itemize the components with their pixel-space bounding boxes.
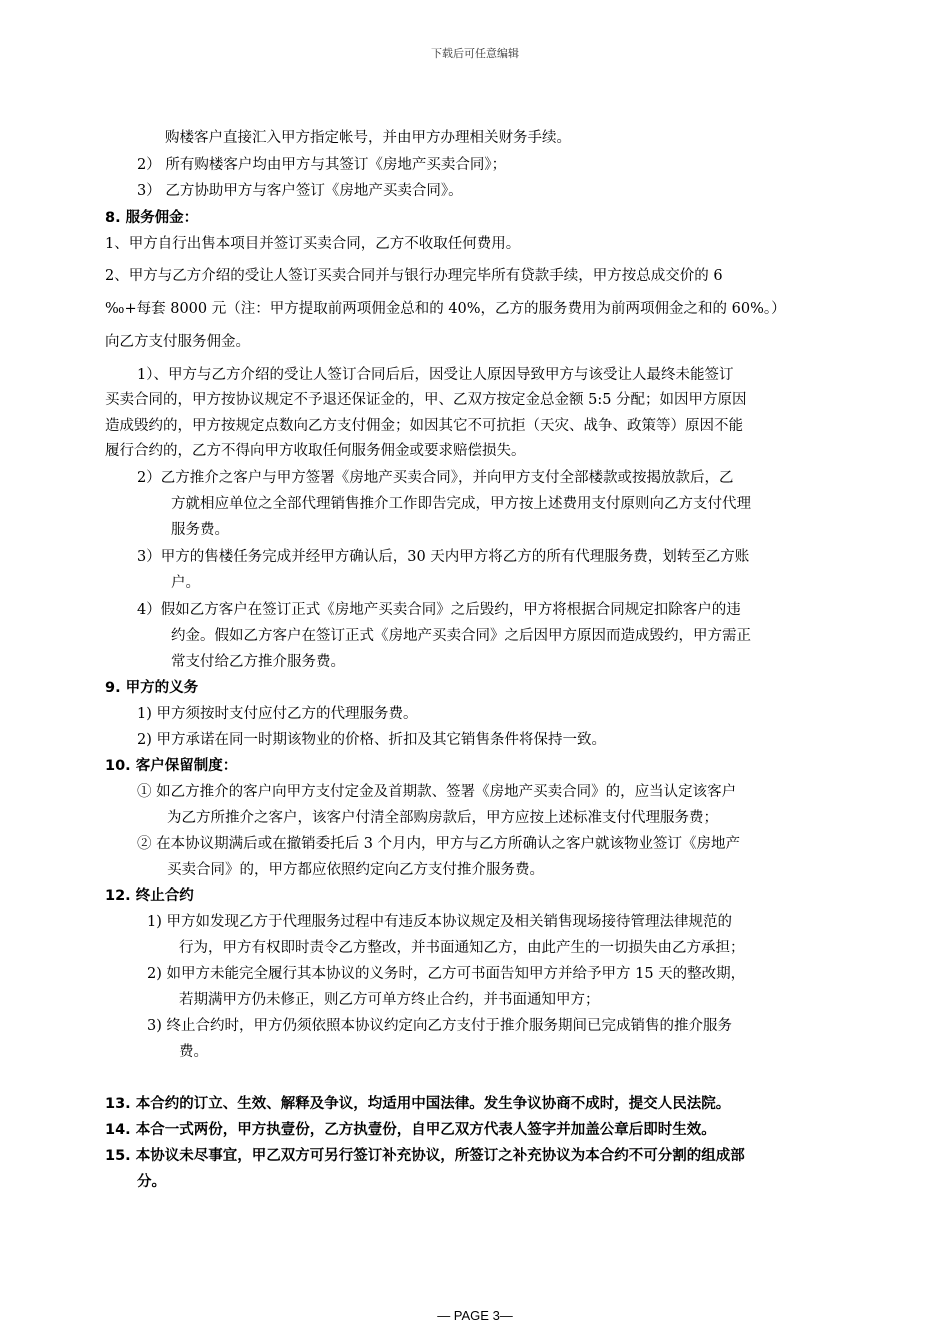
paragraph-line: 买卖合同的，甲方按协议规定不予退还保证金的，甲、乙双方按定金总金额 5:5 分配；如因甲方原因 [105, 392, 747, 408]
paragraph-line: 1) 甲方如发现乙方于代理服务过程中有违反本协议规定及相关销售现场接待管理法律规范的 [147, 914, 732, 930]
paragraph-line: 3）甲方的售楼任务完成并经甲方确认后，30 天内甲方将乙方的所有代理服务费，划转至乙方账 [137, 549, 750, 565]
paragraph-line: 若期满甲方仍未修正，则乙方可单方终止合约，并书面通知甲方； [179, 992, 600, 1008]
paragraph-line: 1、甲方自行出售本项目并签订买卖合同，乙方不收取任何费用。 [105, 236, 521, 252]
paragraph-line: 2、甲方与乙方介绍的受让人签订买卖合同并与银行办理完毕所有贷款手续，甲方按总成交价的 6 [105, 268, 723, 284]
paragraph-line: ② 在本协议期满后或在撤销委托后 3 个月内，甲方与乙方所确认之客户就该物业签订《房地产 [137, 836, 741, 852]
section-heading: 13. 本合约的订立、生效、解释及争议，均适用中国法律。发生争议协商不成时，提交人民法院。 [105, 1096, 731, 1112]
paragraph-line: 2） 所有购楼客户均由甲方与其签订《房地产买卖合同》； [137, 157, 507, 173]
section-heading: 10. 客户保留制度： [105, 758, 238, 774]
paragraph-line: ‰+每套 8000 元（注：甲方提取前两项佣金总和的 40%，乙方的服务费用为前两项佣金之和的 60%。） [105, 301, 786, 317]
paragraph-line: 户。 [171, 575, 200, 591]
section-heading: 分。 [137, 1174, 166, 1190]
paragraph-line: 造成毁约的，甲方按规定点数向乙方支付佣金；如因其它不可抗拒（天灾、战争、政策等）原因不能 [105, 418, 743, 434]
paragraph-line: 为乙方所推介之客户，该客户付清全部购房款后，甲方应按上述标准支付代理服务费； [167, 810, 718, 826]
section-heading: 9. 甲方的义务 [105, 680, 199, 696]
paragraph-line: 3） 乙方协助甲方与客户签订《房地产买卖合同》。 [137, 183, 463, 199]
paragraph-line: 1) 甲方须按时支付应付乙方的代理服务费。 [137, 706, 418, 722]
paragraph-line: 2) 如甲方未能完全履行其本协议的义务时，乙方可书面告知甲方并给予甲方 15 天的整改期， [147, 966, 746, 982]
paragraph-line: ① 如乙方推介的客户向甲方支付定金及首期款、签署《房地产买卖合同》的，应当认定该客户 [137, 784, 737, 800]
paragraph-line: 履行合约的，乙方不得向甲方收取任何服务佣金或要求赔偿损失。 [105, 443, 526, 459]
paragraph-line: 购楼客户直接汇入甲方指定帐号，并由甲方办理相关财务手续。 [165, 130, 571, 146]
paragraph-line: 服务费。 [171, 522, 229, 538]
section-heading: 12. 终止合约 [105, 888, 194, 904]
section-heading: 15. 本协议未尽事宜，甲乙双方可另行签订补充协议，所签订之补充协议为本合约不可分割的组成部 [105, 1148, 745, 1164]
paragraph-line: 费。 [179, 1044, 208, 1060]
paragraph-line: 约金。假如乙方客户在签订正式《房地产买卖合同》之后因甲方原因而造成毁约，甲方需正 [171, 628, 751, 644]
paragraph-line: 4）假如乙方客户在签订正式《房地产买卖合同》之后毁约，甲方将根据合同规定扣除客户的违 [137, 602, 741, 618]
paragraph-line: 行为，甲方有权即时责令乙方整改，并书面通知乙方，由此产生的一切损失由乙方承担； [179, 940, 745, 956]
paragraph-line: 向乙方支付服务佣金。 [105, 334, 250, 350]
section-heading: 14. 本合一式两份，甲方执壹份，乙方执壹份，自甲乙双方代表人签字并加盖公章后即时生效。 [105, 1122, 716, 1138]
paragraph-line: 2) 甲方承诺在同一时期该物业的价格、折扣及其它销售条件将保持一致。 [137, 732, 606, 748]
paragraph-line: 常支付给乙方推介服务费。 [171, 654, 345, 670]
section-heading: 8. 服务佣金： [105, 210, 199, 226]
paragraph-line: 方就相应单位之全部代理销售推介工作即告完成，甲方按上述费用支付原则向乙方支付代理 [171, 496, 751, 512]
paragraph-line: 买卖合同》的，甲方都应依照约定向乙方支付推介服务费。 [167, 862, 544, 878]
header-note: 下载后可任意编辑 [431, 47, 519, 60]
paragraph-line: 3) 终止合约时，甲方仍须依照本协议约定向乙方支付于推介服务期间已完成销售的推介服务 [147, 1018, 732, 1034]
paragraph-line: 2）乙方推介之客户与甲方签署《房地产买卖合同》，并向甲方支付全部楼款或按揭放款后，乙 [137, 470, 734, 486]
page-footer: — PAGE 3— [437, 1308, 513, 1323]
paragraph-line: 1）、甲方与乙方介绍的受让人签订合同后后，因受让人原因导致甲方与该受让人最终未能签订 [137, 367, 734, 383]
